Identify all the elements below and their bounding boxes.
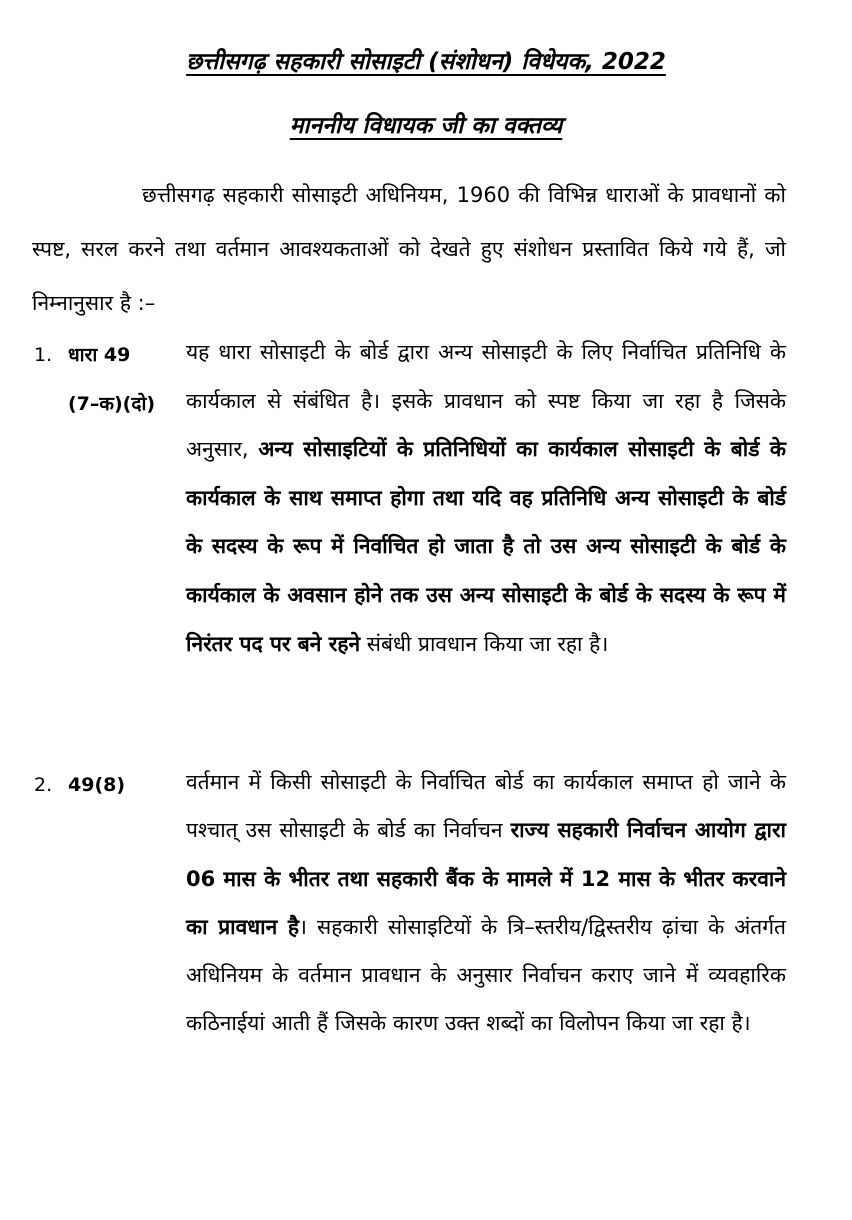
item-number: 1. — [34, 344, 53, 366]
item-description — [186, 758, 786, 1048]
item-text-normal-end: । सहकारी सोसाइटियों के त्रि–स्तरीय/द्विस्तरीय ढ़ांचा के अंतर्गत अधिनियम के वर्तमान प्रावधान के अनुसार निर्वाचन कराए जाने में व्यवहारिक कठिनाईयां आती हैं जिसके कारण उक्त शब्दों का विलोपन किया जा रहा है। — [186, 914, 786, 1036]
intro-paragraph: छत्तीसगढ़ सहकारी सोसाइटी अधिनियम, 1960 की विभिन्न धाराओं के प्रावधानों को स्पष्ट, सरल करने तथा वर्तमान आवश्यकताओं को देखते हुए संशोधन प्रस्तावित किये गये हैं, जो निम्नानुसार है :– — [32, 183, 786, 315]
item-text-normal-end: संबंधी प्रावधान किया जा रहा है। — [360, 631, 609, 656]
section-reference-line-1: 49(8) — [68, 774, 126, 796]
item-description — [186, 328, 786, 668]
item-section-reference — [68, 338, 155, 421]
item-number: 2. — [34, 774, 53, 796]
item-text-normal: वर्तमान में किसी सोसाइटी के निर्वाचित बोर्ड का कार्यकाल समाप्त हो जाने के पश्चात् उस सोसाइटी के बोर्ड का निर्वाचन — [186, 770, 786, 843]
section-reference-line-2: (7–क)(दो) — [68, 393, 156, 415]
section-reference-line-1: धारा 49 — [68, 344, 131, 366]
document-title: छत्तीसगढ़ सहकारी सोसाइटी (संशोधन) विधेयक, 2022 — [186, 49, 666, 75]
item-section-reference — [68, 768, 125, 802]
item-text-bold: अन्य सोसाइटियों के प्रतिनिधियों का कार्यकाल सोसाइटी के बोर्ड के कार्यकाल के साथ समाप्त होगा तथा यदि वह प्रतिनिधि अन्य सोसाइटी के बोर्ड के सदस्य के रूप में निर्वाचित हो जाता है तो उस अन्य सोसाइटी के बोर्ड के कार्यकाल के अवसान होने तक उस अन्य सोसाइटी के बोर्ड के सदस्य के रूप में निरंतर पद पर बने रहने — [186, 437, 786, 656]
document-subtitle: माननीय विधायक जी का वक्तव्य — [289, 113, 563, 139]
item-text-bold: राज्य सहकारी निर्वाचन आयोग द्वारा 06 मास के भीतर तथा सहकारी बैंक के मामले में 12 मास के भीतर करवाने का प्रावधान है — [186, 818, 786, 939]
item-text-normal: यह धारा सोसाइटी के बोर्ड द्वारा अन्य सोसाइटी के लिए निर्वाचित प्रतिनिधि के कार्यकाल से संबंधित है। इसके प्रावधान को स्पष्ट किया जा रहा है जिसके अनुसार, — [186, 340, 786, 462]
